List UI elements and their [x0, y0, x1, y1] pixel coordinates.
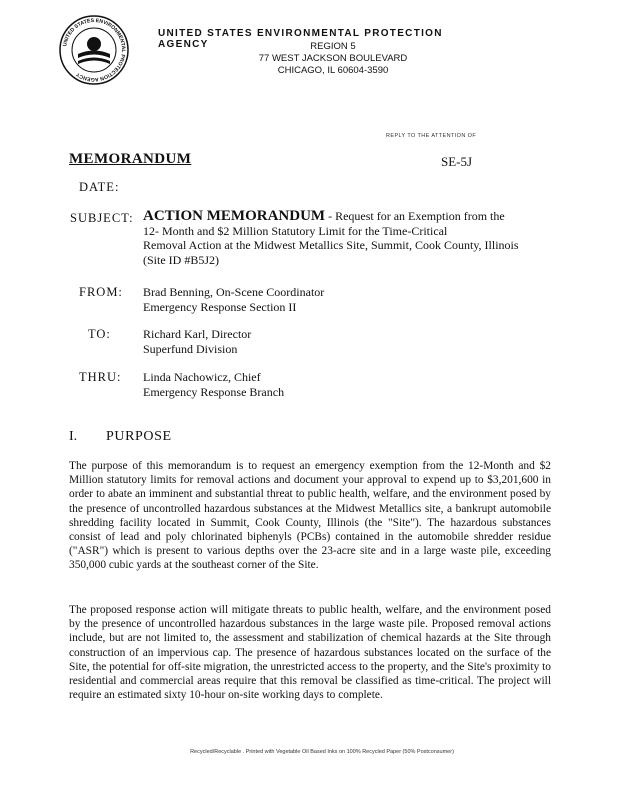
subject-block — [143, 209, 563, 267]
subject-label: SUBJECT: — [70, 211, 134, 225]
from-name: Brad Benning, On-Scene Coordinator — [143, 285, 325, 299]
to-name: Richard Karl, Director — [143, 327, 252, 341]
thru-block — [143, 370, 563, 399]
subject-line-2: 12- Month and $2 Million Statutory Limit for the Time-Critical — [143, 223, 448, 238]
street-address: 77 WEST JACKSON BOULEVARD — [258, 53, 408, 64]
agency-name: UNITED STATES ENVIRONMENTAL PROTECTION AGENCY — [158, 28, 443, 50]
purpose-paragraph-2: The proposed response action will mitigate threats to public health, welfare, and the environment posed by the presence of uncontrolled hazardous substances in the large waste pile. Proposed removal actions include, but are not limited to, the assessment and stabilization of chemical hazards at the Site through construction of an impervious cap. The presence of hazardous substances located on the surface of the Site, the potential for off-site migration, the unrestricted access to the property, and the Site's proximity to residential and commercial areas require that this removal be classified as time-critical. The project will require an estimated sixty 10-hour on-site working days to complete. — [69, 604, 551, 702]
from-unit: Emergency Response Section II — [143, 299, 297, 314]
to-unit: Superfund Division — [143, 341, 238, 356]
section-number: I. — [69, 429, 78, 444]
reply-to-attention: REPLY TO THE ATTENTION OF — [386, 133, 477, 139]
purpose-paragraph-1: The purpose of this memorandum is to request an emergency exemption from the 12-Month and $2 Million statutory limits for removal actions and document your approval to expend up to $3,201,600 in order to abate an imminent and substantial threat to public health, welfare, and the environment posed by the presence of uncontrolled hazardous substances at the Midwest Metallics site, a bankrupt automobile shredding facility located in Summit, Cook County, Illinois (the "Site"). The hazardous substances consist of lead and poly chlorinated biphenyls (PCBs) contained in the automobile shredder residue ("ASR") which is present to various depths over the 23-acre site and in a large waste pile, exceeding 350,000 cubic yards at the southeast corner of the Site. — [69, 460, 551, 572]
svg-text:UNITED STATES ENVIRONMENTAL PR: UNITED STATES ENVIRONMENTAL PROTECTION AGENCY — [62, 17, 127, 83]
mail-code: SE-5J — [441, 154, 473, 169]
subject-line-1: - Request for an Exemption from the — [325, 209, 505, 223]
thru-label: THRU: — [79, 370, 122, 384]
from-label: FROM: — [79, 285, 123, 299]
date-label: DATE: — [79, 180, 120, 194]
subject-title: ACTION MEMORANDUM — [143, 208, 326, 224]
thru-name: Linda Nachowicz, Chief — [143, 370, 261, 384]
city-address: CHICAGO, IL 60604-3590 — [277, 65, 389, 76]
region: REGION 5 — [310, 41, 356, 52]
memo-title: MEMORANDUM — [69, 151, 192, 167]
thru-unit: Emergency Response Branch — [143, 384, 285, 399]
epa-seal-logo — [58, 14, 130, 86]
subject-line-3: Removal Action at the Midwest Metallics Site, Summit, Cook County, Illinois — [143, 238, 519, 252]
section-title: PURPOSE — [106, 429, 172, 444]
subject-line-4: (Site ID #B5J2) — [143, 252, 219, 267]
from-block — [143, 285, 563, 314]
to-block — [143, 327, 563, 356]
to-label: TO: — [88, 327, 111, 341]
recycled-paper-footer: Recycled/Recyclable . Printed with Vegetable Oil Based Inks on 100% Recycled Paper (50% Postconsumer) — [190, 749, 454, 755]
